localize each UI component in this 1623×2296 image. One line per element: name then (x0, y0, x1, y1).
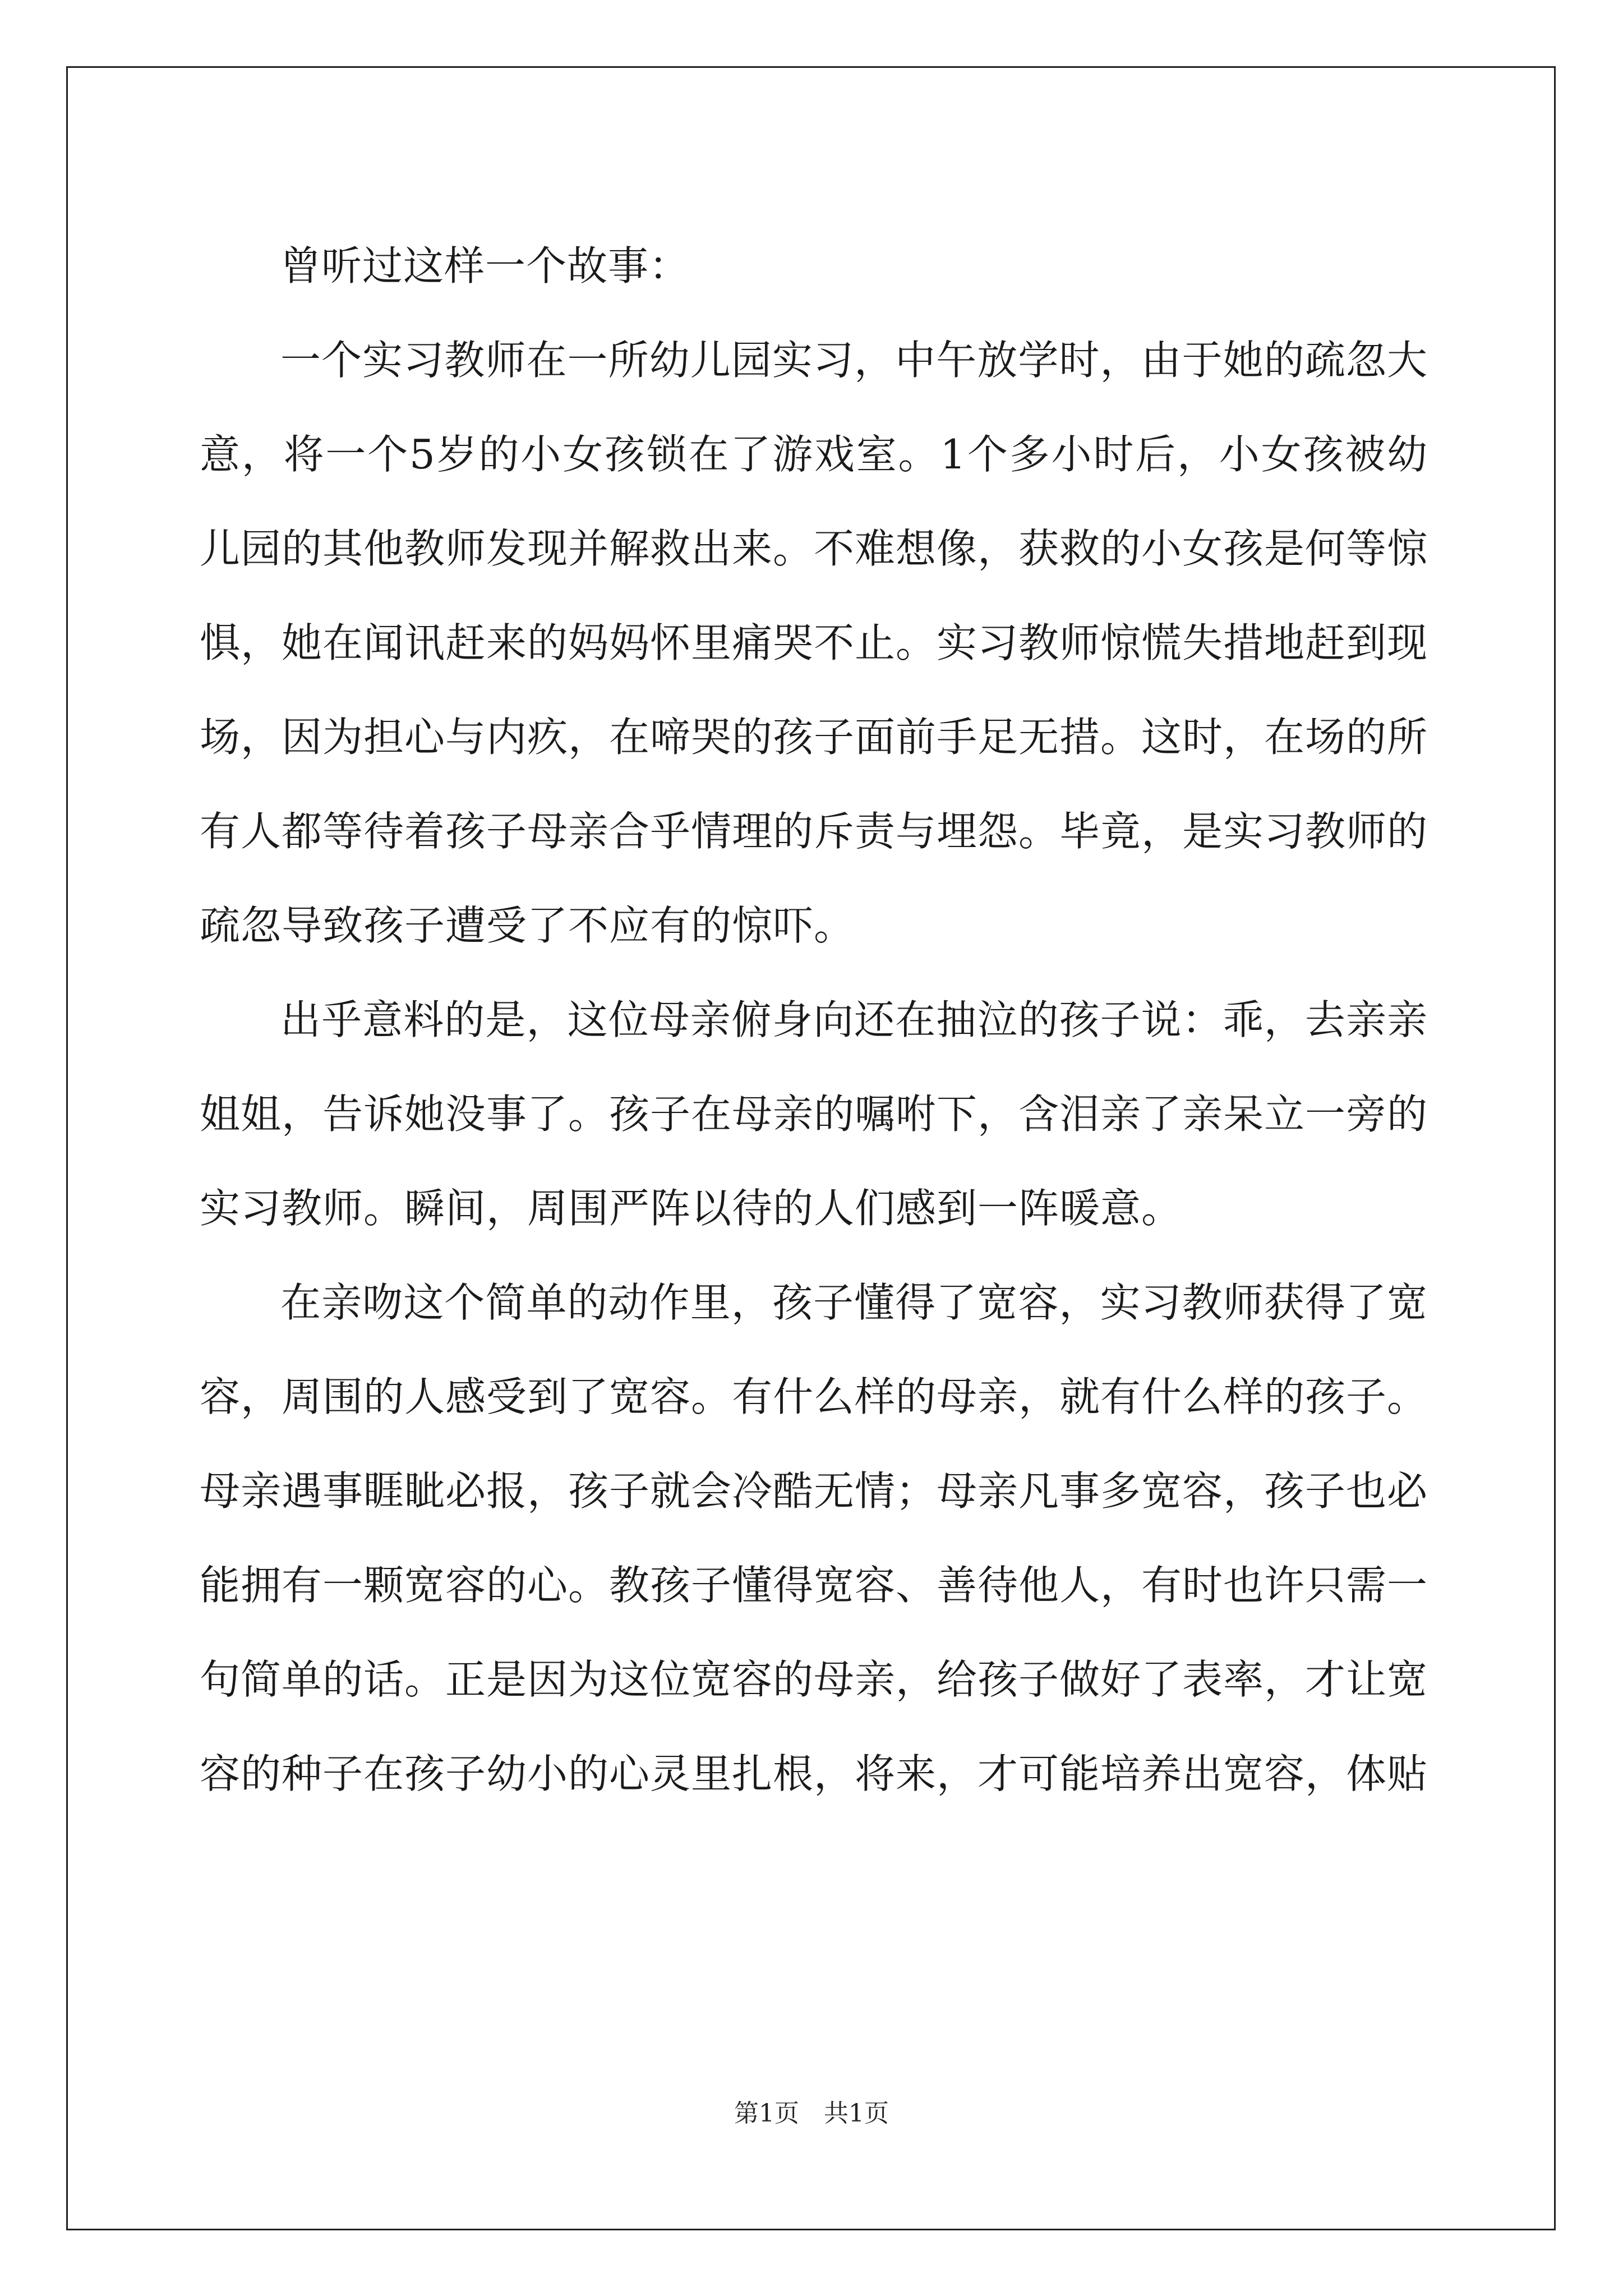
document-body (200, 219, 1428, 1821)
paragraph-1: 曾听过这样一个故事： (280, 242, 690, 289)
page-number-footer: 第1页 共1页 (734, 2099, 889, 2128)
paragraph-3: 出乎意料的是，这位母亲俯身向还在抽泣的孩子说：乖，去亲亲姐姐，告诉她没事了。孩子在母亲的嘱咐下，含泪亲了亲呆立一旁的实习教师。瞬间，周围严阵以待的人们感到一阵暖意。 (200, 996, 1428, 1232)
paragraph-4: 在亲吻这个简单的动作里，孩子懂得了宽容，实习教师获得了宽容，周围的人感受到了宽容。有什么样的母亲，就有什么样的孩子。母亲遇事睚眦必报，孩子就会冷酷无情；母亲凡事多宽容，孩子也必能拥有一颗宽容的心。教孩子懂得宽容、善待他人，有时也许只需一句简单的话。正是因为这位宽容的母亲，给孩子做好了表率，才让宽容的种子在孩子幼小的心灵里扎根，将来，才可能培养出宽容，体贴 (200, 1279, 1428, 1797)
paragraph-2: 一个实习教师在一所幼儿园实习，中午放学时，由于她的疏忽大意，将一个5岁的小女孩锁在了游戏室。1个多小时后，小女孩被幼儿园的其他教师发现并解救出来。不难想像，获救的小女孩是何等惊惧，她在闻讯赶来的妈妈怀里痛哭不止。实习教师惊慌失措地赶到现场，因为担心与内疚，在啼哭的孩子面前手足无措。这时，在场的所有人都等待着孩子母亲合乎情理的斥责与埋怨。毕竟，是实习教师的疏忽导致孩子遭受了不应有的惊吓。 (200, 337, 1428, 949)
